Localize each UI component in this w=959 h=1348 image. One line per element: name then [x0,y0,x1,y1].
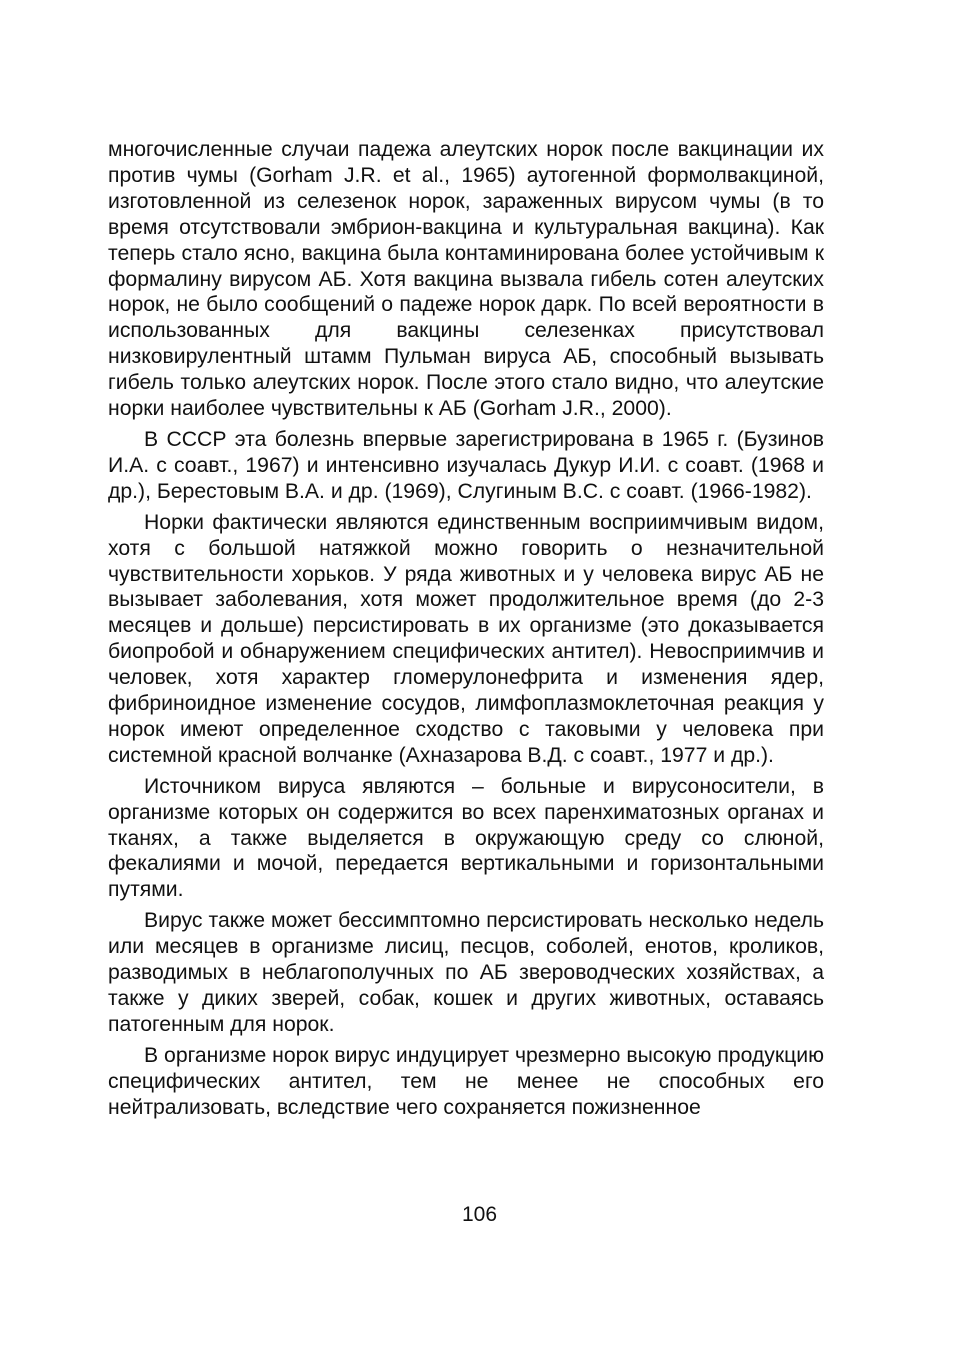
paragraph-ussr-history: В СССР эта болезнь впервые зарегистрирована в 1965 г. (Бузинов И.А. с соавт., 1967) и интенсивно изучалась Дукур И.И. с соавт. (1968 и др.), Берестовым В.А. и др. (1969), Слугиным В.С. с соавт. (1966-1982). [108,427,824,503]
paragraph-persistence: Вирус также может бессимптомно персистировать несколько недель или месяцев в организме лисиц, песцов, соболей, енотов, кроликов, разводимых в неблагополучных по АБ звероводческих хозяйствах, а также у диких зверей, собак, кошек и других животных, оставаясь патогенным для норок. [108,909,824,1036]
paragraph-virus-source: Источником вируса являются – больные и вирусоносители, в организме которых он содержится во всех паренхиматозных органах и тканях, а также выделяется в окружающую среду со слюной, фекалиями и мочой, передается вертикальными и горизонтальными путями. [108,774,824,902]
body-text [108,137,824,1121]
page-number: 106 [461,1203,498,1226]
paragraph-susceptibility: Норки фактически являются единственным восприимчивым видом, хотя с большой натяжкой можно говорить о незначительной чувствительности хорьков. У ряда животных и у человека вирус АБ не вызывает заболевания, хотя может продолжительное время (до 2-3 месяцев и дольше) персистировать в их организме (это доказывается биопробой и обнаружением специфических антител). Невосприимчив и человек, хотя характер гломерулонефрита и изменения ядер, фибриноидное изменение сосудов, лимфоплазмоклеточная реакция у норок имеют определенное сходство с таковыми у человека при системной красной волчанке (Ахназарова В.Д. с соавт., 1977 и др.). [108,510,824,767]
paragraph-continuation: многочисленные случаи падежа алеутских норок после вакцинации их против чумы (Gorham J.R. et al., 1965) аутогенной формолвакциной, изготовленной из селезенок норок, зараженных вирусом чумы (в то время отсутствовали эмбрион-вакцина и культуральная вакцина). Как теперь стало ясно, вакцина была контаминирована более устойчивым к формалину вирусом АБ. Хотя вакцина вызвала гибель сотен алеутских норок, не было сообщений о падеже норок дарк. По всей вероятности в использованных для вакцины селезенках присутствовал низковирулентный штамм Пульман вируса АБ, способный вызывать гибель только алеутских норок. После этого стало видно, что алеутские норки наиболее чувствительны к АБ (Gorham J.R., 2000). [108,138,824,421]
paragraph-antibodies: В организме норок вирус индуцирует чрезмерно высокую продукцию специфических антител, тем не менее не способных его нейтрализовать, вследствие чего сохраняется пожизненное [108,1043,824,1119]
